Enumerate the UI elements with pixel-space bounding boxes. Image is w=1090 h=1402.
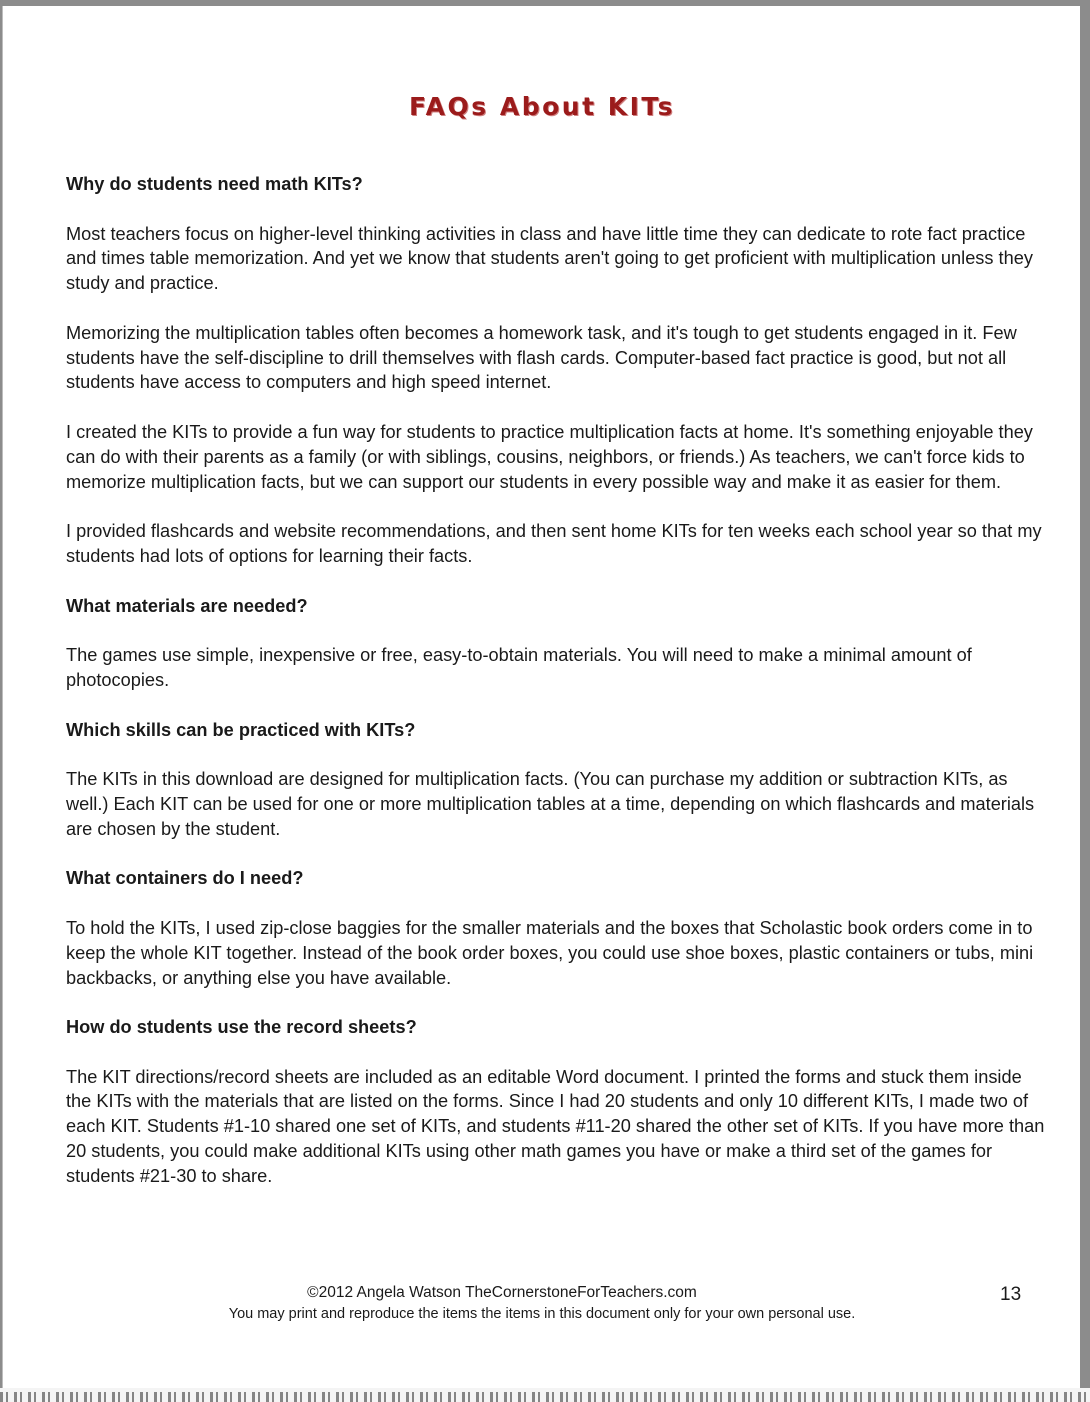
faq-paragraph: I created the KITs to provide a fun way for students to practice multiplication facts at home. It's something enjoyable they can do with their parents as a family (or with siblings, cousins, neighbors, or friends.) As teachers, we can't force kids to memorize multiplication facts, but we can support our students in every possible way and make it as easier for them. — [66, 421, 1033, 492]
faq-paragraph: I provided flashcards and website recommendations, and then sent home KITs for ten weeks each school year so that my students had lots of options for learning their facts. — [66, 521, 1042, 566]
faq-section-containers — [66, 866, 1046, 990]
footer-usage-note: You may print and reproduce the items the items in this document only for your own personal use. — [228, 1306, 856, 1322]
faq-paragraph: The KIT directions/record sheets are included as an editable Word document. I printed the forms and stuck them inside the KITs with the materials that are listed on the forms. Since I had 20 students and only 10 different KITs, I made two of each KIT. Students #1-10 shared one set of KITs, and students #11-20 shared the other set of KITs. If you have more than 20 students, you could make additional KITs using other math games you have or make a third set of the games for students #21-30 to share. — [66, 1066, 1045, 1186]
faq-question: How do students use the record sheets? — [66, 1017, 417, 1038]
page-number: 13 — [1000, 1284, 1022, 1305]
faq-question: What materials are needed? — [66, 595, 308, 616]
document-page — [2, 6, 1080, 1388]
faq-paragraph: To hold the KITs, I used zip-close baggies for the smaller materials and the boxes that Scholastic book orders come in to keep the whole KIT together. Instead of the book order boxes, you could use shoe boxes, plastic containers or tubs, mini backbacks, or anything else you have available. — [66, 917, 1034, 988]
faq-paragraph: The games use simple, inexpensive or free, easy-to-obtain materials. You will need to make a minimal amount of photocopies. — [66, 645, 972, 690]
faq-section-record-sheets — [66, 1015, 1046, 1189]
next-page-text-fragment — [0, 1392, 1090, 1402]
faq-section-why — [66, 172, 1046, 569]
page-footer — [3, 1282, 1081, 1324]
faq-section-skills — [66, 718, 1046, 842]
faq-content — [66, 172, 1046, 1213]
faq-paragraph: Memorizing the multiplication tables often becomes a homework task, and it's tough to get students engaged in it. Few students have the self-discipline to drill themselves with flash cards. Computer-based fact practice is good, but not all students have access to computers and high speed internet. — [66, 322, 1017, 393]
footer-copyright: ©2012 Angela Watson TheCornerstoneForTeachers.com — [307, 1284, 697, 1301]
faq-question: What containers do I need? — [66, 868, 304, 889]
faq-paragraph: The KITs in this download are designed for multiplication facts. (You can purchase my addition or subtraction KITs, as well.) Each KIT can be used for one or more multiplication tables at a time, depending on which flashcards and materials are chosen by the student. — [66, 769, 1035, 839]
faq-question: Which skills can be practiced with KITs? — [66, 719, 416, 740]
page-title: FAQs About KITs — [408, 92, 676, 121]
next-page-edge — [0, 1388, 1090, 1402]
faq-section-materials — [66, 594, 1046, 693]
faq-question: Why do students need math KITs? — [66, 174, 363, 194]
faq-paragraph: Most teachers focus on higher-level thinking activities in class and have little time they can dedicate to rote fact practice and times table memorization. And yet we know that students aren't going to get proficient with multiplication unless they study and practice. — [66, 223, 1033, 294]
